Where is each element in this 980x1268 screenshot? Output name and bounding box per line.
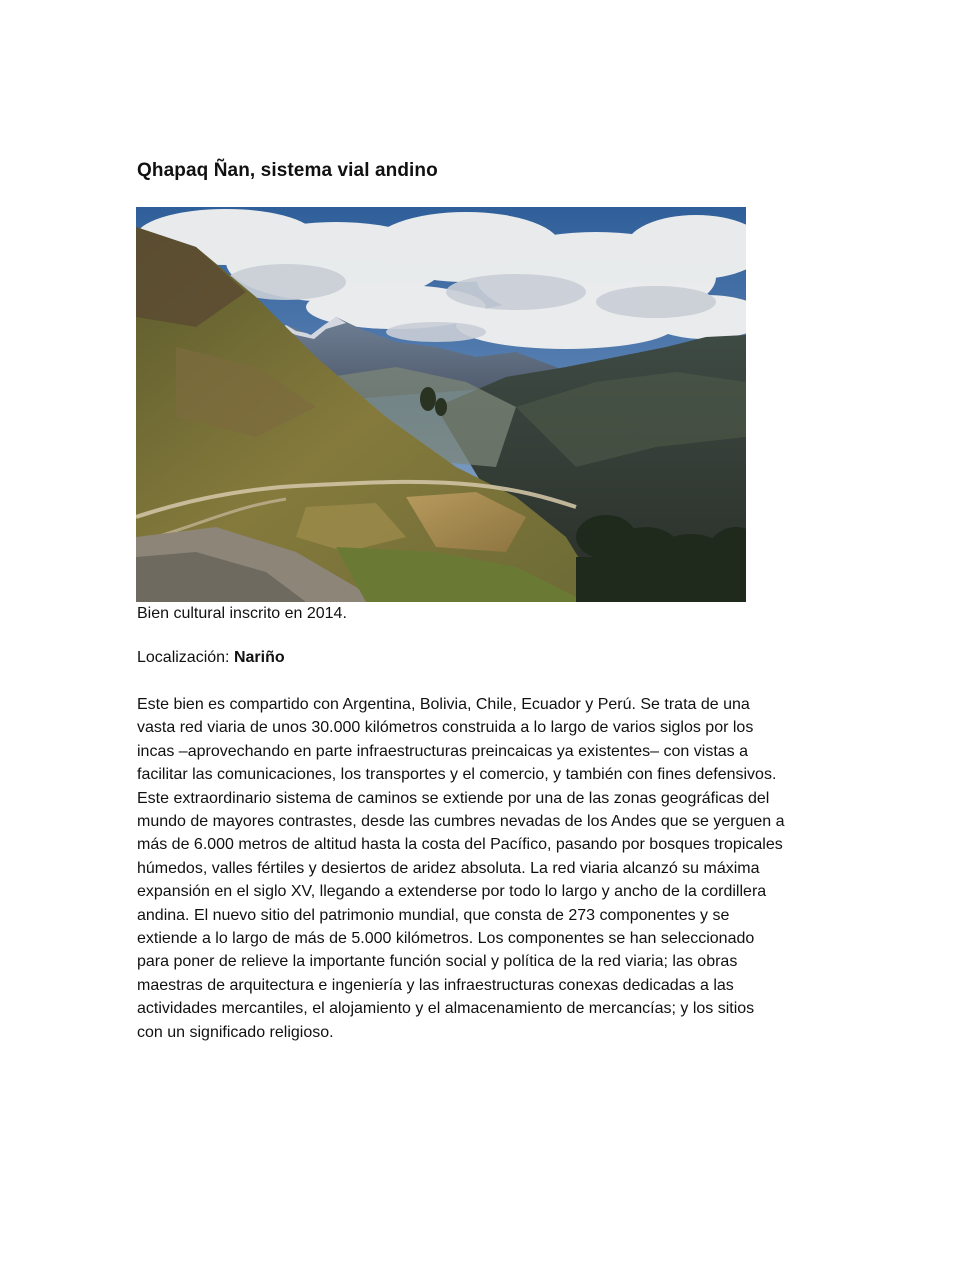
paragraph-line: Este bien es compartido con Argentina, Bolivia, Chile, Ecuador y Perú. Se trata de una: [137, 696, 750, 713]
paragraph-line: incas –aprovechando en parte infraestructuras preincaicas ya existentes– con vistas a: [137, 742, 749, 760]
location-label: Localización:: [137, 649, 234, 666]
paragraph-line: más de 6.000 metros de altitud hasta la costa del Pacífico, pasando por bosques tropicales: [137, 836, 783, 854]
paragraph-line: vasta red viaria de unos 30.000 kilómetros construida a lo largo de varios siglos por los: [137, 719, 754, 737]
document-title: Qhapaq Ñan, sistema vial andino: [137, 160, 438, 181]
location-line: [137, 649, 285, 667]
inscription-caption: Bien cultural inscrito en 2014.: [137, 605, 347, 622]
paragraph-line: actividades mercantiles, el alojamiento y el almacenamiento de mercancías; y los sitios: [137, 1000, 755, 1018]
paragraph-line: extiende a lo largo de más de 5.000 kilómetros. Los componentes se han seleccionado: [137, 930, 755, 948]
landscape-photo: [136, 207, 746, 602]
paragraph-line: húmedos, valles fértiles y desiertos de aridez absoluta. La red viaria alcanzó su máxima: [137, 859, 760, 877]
paragraph-line: con un significado religioso.: [137, 1023, 334, 1041]
paragraph-line: mundo de mayores contrastes, desde las cumbres nevadas de los Andes que se yerguen a: [137, 813, 785, 831]
description-paragraph: [137, 693, 847, 1044]
paragraph-line: para poner de relieve la importante función social y política de la red viaria; las obras: [137, 953, 738, 971]
location-value: Nariño: [233, 649, 285, 666]
paragraph-line: expansión en el siglo XV, llegando a extenderse por todo lo largo y ancho de la cordillera: [137, 883, 767, 901]
paragraph-line: facilitar las comunicaciones, los transportes y el comercio, y también con fines defensivos.: [137, 766, 777, 784]
paragraph-line: Este extraordinario sistema de caminos se extiende por una de las zonas geográficas del: [137, 789, 770, 807]
paragraph-line: maestras de arquitectura e ingeniería y las infraestructuras conexas dedicadas a las: [137, 976, 734, 994]
paragraph-line: andina. El nuevo sitio del patrimonio mundial, que consta de 273 componentes y se: [137, 906, 730, 924]
